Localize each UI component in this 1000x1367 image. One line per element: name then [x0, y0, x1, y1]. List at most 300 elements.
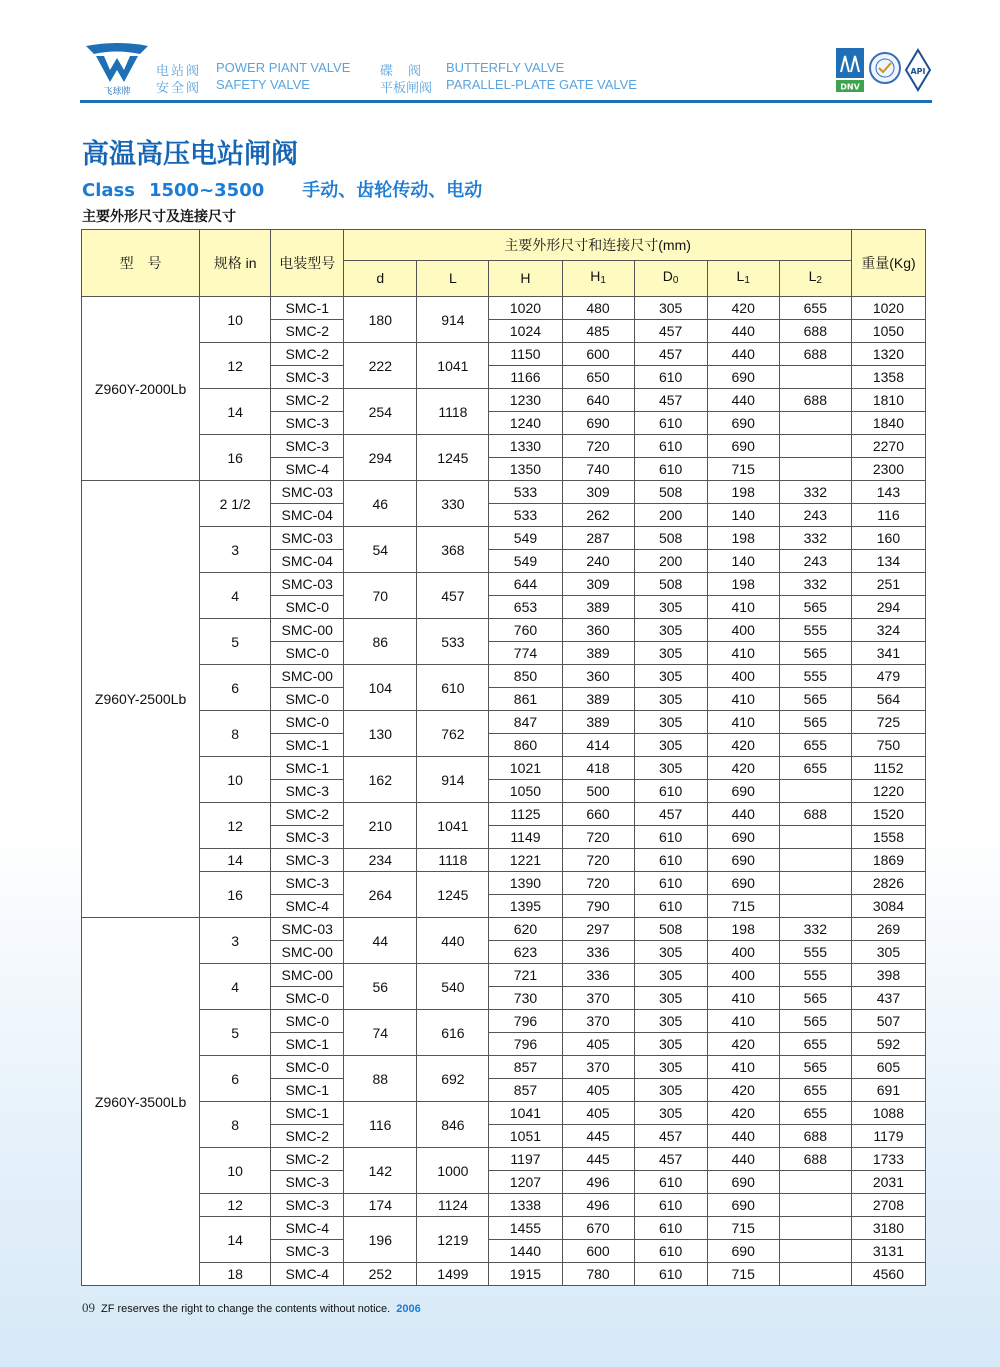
cell-weight: 507 — [851, 1010, 925, 1033]
cell-L2: 243 — [779, 504, 851, 527]
cell-L1: 690 — [707, 849, 779, 872]
cell-H: 774 — [489, 642, 562, 665]
cell-L2: 688 — [779, 343, 851, 366]
table-row — [82, 297, 926, 320]
table-row — [82, 1102, 926, 1125]
cell-L1: 690 — [707, 780, 779, 803]
svg-text:飞球牌: 飞球牌 — [103, 87, 131, 96]
cell-size: 16 — [200, 872, 271, 918]
cell-d: 70 — [344, 573, 417, 619]
cell-actuator: SMC-03 — [271, 573, 344, 596]
cell-weight: 160 — [851, 527, 925, 550]
cell-H: 1125 — [489, 803, 562, 826]
cell-H: 1230 — [489, 389, 562, 412]
cell-H: 1915 — [489, 1263, 562, 1286]
cell-weight: 1179 — [851, 1125, 925, 1148]
cell-L: 540 — [417, 964, 489, 1010]
quality-seal-icon — [868, 48, 902, 88]
cell-L2: 332 — [779, 481, 851, 504]
cell-D0: 610 — [634, 1194, 707, 1217]
cell-size: 12 — [200, 343, 271, 389]
cell-size: 14 — [200, 389, 271, 435]
cell-d: 104 — [344, 665, 417, 711]
class-label: Class — [82, 180, 135, 201]
cell-L2 — [779, 849, 851, 872]
cell-H: 850 — [489, 665, 562, 688]
cell-H1: 720 — [562, 872, 634, 895]
cell-D0: 305 — [634, 941, 707, 964]
cell-L: 616 — [417, 1010, 489, 1056]
cell-L1: 140 — [707, 504, 779, 527]
cell-H1: 496 — [562, 1194, 634, 1217]
cell-weight: 251 — [851, 573, 925, 596]
cell-actuator: SMC-2 — [271, 343, 344, 366]
cell-L1: 420 — [707, 757, 779, 780]
cell-weight: 691 — [851, 1079, 925, 1102]
cell-weight: 479 — [851, 665, 925, 688]
cell-L2 — [779, 435, 851, 458]
cell-weight: 1320 — [851, 343, 925, 366]
table-row — [82, 1148, 926, 1171]
cell-model: Z960Y-2000Lb — [82, 297, 200, 481]
cell-L: 440 — [417, 918, 489, 964]
cell-size: 4 — [200, 964, 271, 1010]
cell-weight: 1358 — [851, 366, 925, 389]
cell-d: 56 — [344, 964, 417, 1010]
cell-L2 — [779, 780, 851, 803]
cell-L1: 440 — [707, 320, 779, 343]
cell-H: 796 — [489, 1033, 562, 1056]
cell-L1: 420 — [707, 1079, 779, 1102]
cell-L2: 332 — [779, 918, 851, 941]
cell-weight: 2031 — [851, 1171, 925, 1194]
cell-actuator: SMC-0 — [271, 1056, 344, 1079]
cell-weight: 1050 — [851, 320, 925, 343]
cell-D0: 305 — [634, 665, 707, 688]
cell-H1: 389 — [562, 688, 634, 711]
cell-L1: 440 — [707, 1125, 779, 1148]
cell-weight: 143 — [851, 481, 925, 504]
cell-L2: 655 — [779, 1079, 851, 1102]
footer-notice: ZF reserves the right to change the contents without notice. — [101, 1303, 391, 1315]
cell-H1: 309 — [562, 573, 634, 596]
cell-weight: 1810 — [851, 389, 925, 412]
cell-H: 861 — [489, 688, 562, 711]
cell-H: 760 — [489, 619, 562, 642]
cell-L: 762 — [417, 711, 489, 757]
cell-actuator: SMC-1 — [271, 757, 344, 780]
cell-L: 1041 — [417, 803, 489, 849]
cell-H: 796 — [489, 1010, 562, 1033]
cell-D0: 305 — [634, 297, 707, 320]
cell-H: 1240 — [489, 412, 562, 435]
table-row — [82, 1056, 926, 1079]
cell-L2: 655 — [779, 1033, 851, 1056]
cell-H: 857 — [489, 1056, 562, 1079]
cell-D0: 508 — [634, 573, 707, 596]
table-row — [82, 389, 926, 412]
cell-actuator: SMC-03 — [271, 481, 344, 504]
cell-H1: 240 — [562, 550, 634, 573]
cell-H1: 336 — [562, 941, 634, 964]
col-header-size: 规格 in — [200, 230, 271, 297]
cell-D0: 610 — [634, 458, 707, 481]
cell-D0: 305 — [634, 987, 707, 1010]
cell-size: 18 — [200, 1263, 271, 1286]
cell-size: 2 1/2 — [200, 481, 271, 527]
cell-L2 — [779, 872, 851, 895]
cell-actuator: SMC-2 — [271, 389, 344, 412]
page-number: 09 — [82, 1300, 95, 1315]
table-row — [82, 1010, 926, 1033]
cell-actuator: SMC-3 — [271, 849, 344, 872]
cell-actuator: SMC-04 — [271, 504, 344, 527]
header-rule — [80, 100, 932, 103]
table-row — [82, 481, 926, 504]
cell-H1: 445 — [562, 1148, 634, 1171]
cell-L2: 565 — [779, 688, 851, 711]
cell-weight: 2270 — [851, 435, 925, 458]
cell-H1: 414 — [562, 734, 634, 757]
page-title: 高温高压电站闸阀 — [82, 139, 298, 170]
cell-D0: 200 — [634, 504, 707, 527]
cell-L: 610 — [417, 665, 489, 711]
cell-d: 46 — [344, 481, 417, 527]
cell-L: 914 — [417, 297, 489, 343]
cell-size: 10 — [200, 1148, 271, 1194]
cell-H1: 405 — [562, 1033, 634, 1056]
cell-L2: 555 — [779, 665, 851, 688]
table-row — [82, 849, 926, 872]
cell-actuator: SMC-1 — [271, 1033, 344, 1056]
cell-H: 653 — [489, 596, 562, 619]
cell-actuator: SMC-3 — [271, 366, 344, 389]
cell-actuator: SMC-03 — [271, 918, 344, 941]
cell-H: 1330 — [489, 435, 562, 458]
cell-D0: 305 — [634, 964, 707, 987]
cell-H1: 389 — [562, 642, 634, 665]
cell-D0: 610 — [634, 849, 707, 872]
header-item-cn: 碟 阀 — [380, 63, 423, 78]
cell-L1: 410 — [707, 642, 779, 665]
header-item-en: BUTTERFLY VALVE — [446, 60, 565, 75]
cell-L1: 410 — [707, 711, 779, 734]
cell-H: 644 — [489, 573, 562, 596]
cell-d: 180 — [344, 297, 417, 343]
cell-weight: 1520 — [851, 803, 925, 826]
cell-L2: 243 — [779, 550, 851, 573]
cell-L1: 400 — [707, 665, 779, 688]
cell-actuator: SMC-2 — [271, 320, 344, 343]
cell-size: 3 — [200, 918, 271, 964]
cell-L: 1245 — [417, 435, 489, 481]
cell-L1: 690 — [707, 435, 779, 458]
cell-L2: 332 — [779, 573, 851, 596]
cell-size: 8 — [200, 711, 271, 757]
table-row — [82, 665, 926, 688]
cell-d: 210 — [344, 803, 417, 849]
cell-H: 847 — [489, 711, 562, 734]
cell-D0: 457 — [634, 1125, 707, 1148]
cell-actuator: SMC-3 — [271, 826, 344, 849]
cell-H: 1197 — [489, 1148, 562, 1171]
cell-H: 1455 — [489, 1217, 562, 1240]
cell-L1: 198 — [707, 481, 779, 504]
cell-D0: 305 — [634, 596, 707, 619]
col-header-L1: L1 — [707, 261, 779, 297]
dimensions-table-body — [82, 297, 926, 1286]
drive-types: 手动、齿轮传动、电动 — [302, 180, 483, 201]
cell-L1: 410 — [707, 1010, 779, 1033]
cell-H: 1021 — [489, 757, 562, 780]
cell-L1: 198 — [707, 573, 779, 596]
cell-actuator: SMC-4 — [271, 458, 344, 481]
cell-L1: 690 — [707, 1194, 779, 1217]
cell-actuator: SMC-3 — [271, 412, 344, 435]
cell-L2: 565 — [779, 987, 851, 1010]
cell-actuator: SMC-00 — [271, 941, 344, 964]
cell-L1: 420 — [707, 734, 779, 757]
cell-H1: 262 — [562, 504, 634, 527]
header-item-cn: 电站阀 — [156, 63, 202, 78]
cell-actuator: SMC-0 — [271, 642, 344, 665]
cell-actuator: SMC-3 — [271, 872, 344, 895]
cell-L: 1118 — [417, 849, 489, 872]
cell-actuator: SMC-0 — [271, 987, 344, 1010]
cell-model: Z960Y-2500Lb — [82, 481, 200, 918]
cell-weight: 324 — [851, 619, 925, 642]
cell-H: 549 — [489, 550, 562, 573]
cell-H1: 485 — [562, 320, 634, 343]
cell-weight: 605 — [851, 1056, 925, 1079]
cell-H1: 600 — [562, 343, 634, 366]
cell-H1: 370 — [562, 1056, 634, 1079]
cell-L2: 688 — [779, 1148, 851, 1171]
cell-H1: 790 — [562, 895, 634, 918]
col-header-L: L — [417, 261, 489, 297]
class-range: 1500~3500 — [148, 180, 265, 201]
cell-H: 860 — [489, 734, 562, 757]
page-header — [0, 0, 1000, 110]
cell-H1: 496 — [562, 1171, 634, 1194]
cell-weight: 294 — [851, 596, 925, 619]
cell-L: 1219 — [417, 1217, 489, 1263]
cell-size: 16 — [200, 435, 271, 481]
cell-H1: 370 — [562, 1010, 634, 1033]
cell-H1: 287 — [562, 527, 634, 550]
cell-L1: 198 — [707, 527, 779, 550]
cell-weight: 1220 — [851, 780, 925, 803]
dimensions-table — [81, 229, 926, 1286]
cell-L1: 400 — [707, 941, 779, 964]
cell-weight: 269 — [851, 918, 925, 941]
cell-D0: 610 — [634, 780, 707, 803]
cell-D0: 305 — [634, 1010, 707, 1033]
cell-weight: 4560 — [851, 1263, 925, 1286]
cell-actuator: SMC-3 — [271, 1171, 344, 1194]
cell-H1: 405 — [562, 1102, 634, 1125]
cell-L1: 715 — [707, 458, 779, 481]
cell-weight: 116 — [851, 504, 925, 527]
cell-H: 623 — [489, 941, 562, 964]
cell-D0: 305 — [634, 711, 707, 734]
cell-L2 — [779, 1171, 851, 1194]
cell-d: 44 — [344, 918, 417, 964]
svg-text:API: API — [910, 67, 926, 76]
cell-weight: 3131 — [851, 1240, 925, 1263]
cell-actuator: SMC-3 — [271, 1194, 344, 1217]
cell-H1: 445 — [562, 1125, 634, 1148]
cell-D0: 508 — [634, 527, 707, 550]
footer-year: 2006 — [396, 1303, 421, 1315]
cell-L: 330 — [417, 481, 489, 527]
cell-L: 1041 — [417, 343, 489, 389]
cell-H: 857 — [489, 1079, 562, 1102]
cell-L: 533 — [417, 619, 489, 665]
cell-H: 1051 — [489, 1125, 562, 1148]
cell-L2: 688 — [779, 803, 851, 826]
cell-H1: 640 — [562, 389, 634, 412]
cell-L1: 690 — [707, 1240, 779, 1263]
cell-D0: 508 — [634, 481, 707, 504]
cell-size: 10 — [200, 297, 271, 343]
cell-size: 14 — [200, 849, 271, 872]
cell-actuator: SMC-1 — [271, 1079, 344, 1102]
cell-H1: 720 — [562, 849, 634, 872]
cell-d: 222 — [344, 343, 417, 389]
cell-weight: 398 — [851, 964, 925, 987]
cell-L: 1124 — [417, 1194, 489, 1217]
cell-H1: 670 — [562, 1217, 634, 1240]
cell-L1: 690 — [707, 826, 779, 849]
cell-L1: 690 — [707, 1171, 779, 1194]
col-header-H: H — [489, 261, 562, 297]
cell-actuator: SMC-4 — [271, 1263, 344, 1286]
cell-actuator: SMC-00 — [271, 619, 344, 642]
cell-D0: 610 — [634, 872, 707, 895]
cell-D0: 610 — [634, 1263, 707, 1286]
table-row — [82, 619, 926, 642]
cell-H1: 660 — [562, 803, 634, 826]
cell-actuator: SMC-2 — [271, 803, 344, 826]
cell-L1: 440 — [707, 389, 779, 412]
cell-H: 1350 — [489, 458, 562, 481]
cell-size: 14 — [200, 1217, 271, 1263]
cell-D0: 305 — [634, 1079, 707, 1102]
cell-weight: 725 — [851, 711, 925, 734]
cell-d: 234 — [344, 849, 417, 872]
cell-L1: 410 — [707, 1056, 779, 1079]
cell-D0: 305 — [634, 1102, 707, 1125]
cell-L2 — [779, 366, 851, 389]
cell-H1: 720 — [562, 826, 634, 849]
cell-H: 721 — [489, 964, 562, 987]
cell-H1: 740 — [562, 458, 634, 481]
table-row — [82, 964, 926, 987]
cell-weight: 2708 — [851, 1194, 925, 1217]
cell-actuator: SMC-2 — [271, 1125, 344, 1148]
header-item-en: POWER PIANT VALVE — [216, 60, 351, 75]
cell-H: 1338 — [489, 1194, 562, 1217]
cell-H: 1440 — [489, 1240, 562, 1263]
cell-H1: 418 — [562, 757, 634, 780]
cell-L1: 715 — [707, 1217, 779, 1240]
cell-L1: 140 — [707, 550, 779, 573]
cell-L1: 198 — [707, 918, 779, 941]
cell-model: Z960Y-3500Lb — [82, 918, 200, 1286]
cell-H1: 389 — [562, 596, 634, 619]
cell-weight: 437 — [851, 987, 925, 1010]
cell-size: 5 — [200, 619, 271, 665]
cell-L2: 555 — [779, 964, 851, 987]
cell-L2: 555 — [779, 941, 851, 964]
cell-L1: 410 — [707, 688, 779, 711]
cell-L1: 690 — [707, 366, 779, 389]
cell-size: 6 — [200, 1056, 271, 1102]
cell-H: 1024 — [489, 320, 562, 343]
cell-D0: 457 — [634, 320, 707, 343]
cell-weight: 1840 — [851, 412, 925, 435]
cell-actuator: SMC-0 — [271, 596, 344, 619]
cell-size: 6 — [200, 665, 271, 711]
cell-D0: 610 — [634, 826, 707, 849]
cell-size: 8 — [200, 1102, 271, 1148]
cell-D0: 305 — [634, 619, 707, 642]
cell-H1: 690 — [562, 412, 634, 435]
cell-actuator: SMC-3 — [271, 1240, 344, 1263]
cell-actuator: SMC-03 — [271, 527, 344, 550]
cell-H: 1150 — [489, 343, 562, 366]
cell-size: 4 — [200, 573, 271, 619]
cell-L2 — [779, 412, 851, 435]
cell-H: 1166 — [489, 366, 562, 389]
cell-H1: 309 — [562, 481, 634, 504]
cell-L: 457 — [417, 573, 489, 619]
cell-D0: 508 — [634, 918, 707, 941]
cell-d: 196 — [344, 1217, 417, 1263]
cell-H1: 720 — [562, 435, 634, 458]
cell-L2: 565 — [779, 642, 851, 665]
dnv-cert-icon — [836, 48, 864, 92]
table-row — [82, 573, 926, 596]
cell-weight: 2300 — [851, 458, 925, 481]
cell-actuator: SMC-0 — [271, 1010, 344, 1033]
cell-weight: 3180 — [851, 1217, 925, 1240]
cell-d: 74 — [344, 1010, 417, 1056]
cell-L2: 655 — [779, 1102, 851, 1125]
cell-L2 — [779, 895, 851, 918]
cell-D0: 610 — [634, 412, 707, 435]
cell-H1: 500 — [562, 780, 634, 803]
table-row — [82, 711, 926, 734]
cell-L2: 688 — [779, 320, 851, 343]
cell-actuator: SMC-04 — [271, 550, 344, 573]
cell-L2: 655 — [779, 734, 851, 757]
cell-D0: 610 — [634, 1217, 707, 1240]
api-monogram-icon — [904, 48, 932, 92]
cell-L: 846 — [417, 1102, 489, 1148]
cell-d: 294 — [344, 435, 417, 481]
svg-text:DNV: DNV — [840, 82, 860, 92]
cell-d: 116 — [344, 1102, 417, 1148]
cell-weight: 341 — [851, 642, 925, 665]
cell-actuator: SMC-3 — [271, 435, 344, 458]
table-row — [82, 803, 926, 826]
cell-H1: 297 — [562, 918, 634, 941]
cell-L1: 690 — [707, 412, 779, 435]
cell-d: 142 — [344, 1148, 417, 1194]
cell-actuator: SMC-00 — [271, 665, 344, 688]
